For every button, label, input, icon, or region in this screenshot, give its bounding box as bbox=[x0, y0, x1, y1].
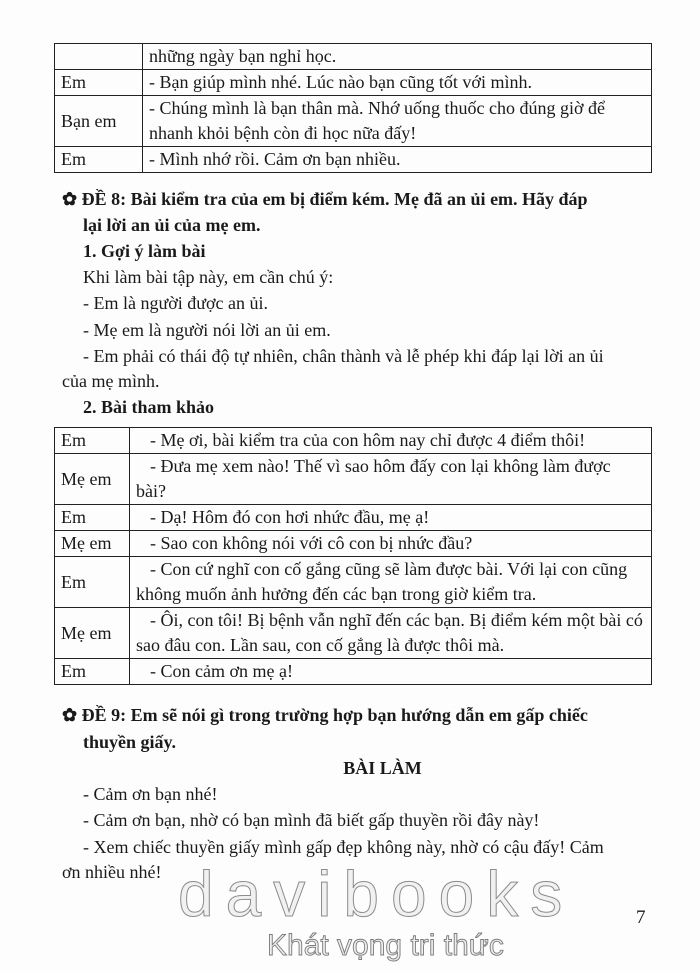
de8-section-2: 2. Bài tham khảo bbox=[83, 397, 215, 417]
dialogue-1-row bbox=[55, 70, 652, 96]
de9-title: ✿ ĐỀ 9: Em sẽ nói gì trong trường hợp bạn hướng dẫn em gấp chiếc bbox=[62, 705, 588, 725]
de8-section-1: 1. Gợi ý làm bài bbox=[83, 241, 206, 261]
de8-point-cont: của mẹ mình. bbox=[62, 371, 160, 391]
speaker-cell: Mẹ em bbox=[55, 454, 130, 505]
dialogue-2-row bbox=[55, 659, 652, 685]
speaker-cell bbox=[55, 44, 143, 70]
utterance-cell: - Mình nhớ rồi. Cảm ơn bạn nhiều. bbox=[143, 147, 652, 173]
speaker-cell: Em bbox=[55, 557, 130, 608]
speaker-cell: Bạn em bbox=[55, 96, 143, 147]
watermark-logo: davibooks bbox=[178, 858, 575, 930]
speaker-cell: Em bbox=[55, 659, 130, 685]
speaker-cell: Mẹ em bbox=[55, 531, 130, 557]
dialogue-2-row bbox=[55, 557, 652, 608]
de8-title: ✿ ĐỀ 8: Bài kiểm tra của em bị điểm kém. Mẹ đã an ủi em. Hãy đáp bbox=[62, 189, 588, 209]
de8-point: - Em phải có thái độ tự nhiên, chân thành và lễ phép khi đáp lại lời an ủi bbox=[83, 346, 604, 366]
utterance-cell: - Đưa mẹ xem nào! Thế vì sao hôm đấy con lại không làm được bài? bbox=[130, 454, 652, 505]
dialogue-2-row bbox=[55, 505, 652, 531]
utterance-cell: - Mẹ ơi, bài kiểm tra của con hôm nay chỉ được 4 điểm thôi! bbox=[130, 428, 652, 454]
speaker-cell: Em bbox=[55, 428, 130, 454]
de9-line-cont: ơn nhiều nhé! bbox=[62, 862, 162, 882]
de9-heading: BÀI LÀM bbox=[343, 758, 422, 778]
dialogue-2-row bbox=[55, 428, 652, 454]
de9-title-cont: thuyền giấy. bbox=[83, 732, 177, 752]
utterance-cell: - Chúng mình là bạn thân mà. Nhớ uống thuốc cho đúng giờ để nhanh khỏi bệnh còn đi học nữa đấy! bbox=[143, 96, 652, 147]
dialogue-2-row bbox=[55, 608, 652, 659]
utterance-cell: - Ôi, con tôi! Bị bệnh vẫn nghĩ đến các bạn. Bị điểm kém một bài có sao đâu con. Lần sau, con cố gắng là được thôi mà. bbox=[130, 608, 652, 659]
dialogue-1-row bbox=[55, 44, 652, 70]
utterance-cell: - Con cảm ơn mẹ ạ! bbox=[130, 659, 652, 685]
dialogue-table-2 bbox=[54, 427, 652, 685]
de9-line: - Cảm ơn bạn nhé! bbox=[83, 784, 218, 804]
dialogue-2-row bbox=[55, 454, 652, 505]
dialogue-2-row bbox=[55, 531, 652, 557]
de9-line: - Cảm ơn bạn, nhờ có bạn mình đã biết gấp thuyền rồi đây này! bbox=[83, 810, 540, 830]
utterance-cell: những ngày bạn nghỉ học. bbox=[143, 44, 652, 70]
de9-line: - Xem chiếc thuyền giấy mình gấp đẹp không này, nhờ có cậu đấy! Cảm bbox=[83, 837, 604, 857]
speaker-cell: Em bbox=[55, 70, 143, 96]
watermark-slogan: Khát vọng tri thức bbox=[267, 929, 504, 962]
de8-point: - Mẹ em là người nói lời an ủi em. bbox=[83, 320, 331, 340]
utterance-cell: - Dạ! Hôm đó con hơi nhức đầu, mẹ ạ! bbox=[130, 505, 652, 531]
dialogue-table-1 bbox=[54, 43, 652, 173]
utterance-cell: - Con cứ nghĩ con cố gắng cũng sẽ làm được bài. Với lại con cũng không muốn ảnh hưởng đến các bạn trong giờ kiểm tra. bbox=[130, 557, 652, 608]
utterance-cell: - Bạn giúp mình nhé. Lúc nào bạn cũng tốt với mình. bbox=[143, 70, 652, 96]
speaker-cell: Mẹ em bbox=[55, 608, 130, 659]
dialogue-1-row bbox=[55, 96, 652, 147]
dialogue-1-row bbox=[55, 147, 652, 173]
speaker-cell: Em bbox=[55, 505, 130, 531]
speaker-cell: Em bbox=[55, 147, 143, 173]
de8-point: - Em là người được an ủi. bbox=[83, 293, 269, 313]
utterance-cell: - Sao con không nói với cô con bị nhức đầu? bbox=[130, 531, 652, 557]
de8-title-cont: lại lời an ủi của mẹ em. bbox=[83, 215, 261, 235]
de8-intro: Khi làm bài tập này, em cần chú ý: bbox=[83, 267, 334, 287]
page-number: 7 bbox=[636, 907, 646, 928]
